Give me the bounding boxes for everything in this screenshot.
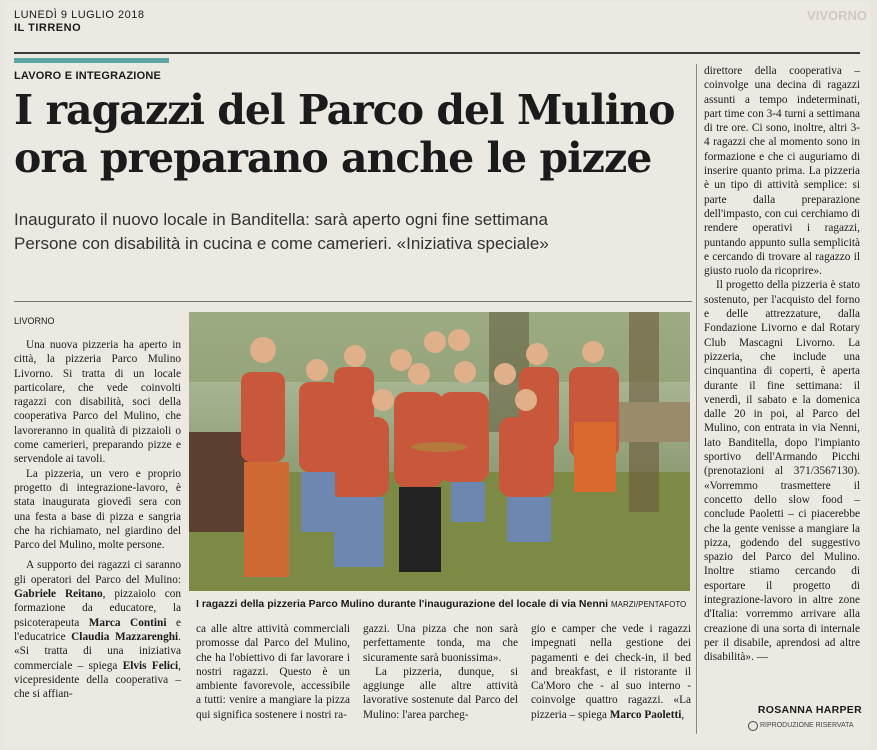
- person-name: Gabriele Reitano: [14, 588, 103, 601]
- top-rule: [14, 52, 860, 54]
- paragraph: [14, 558, 181, 701]
- column-divider: [696, 64, 697, 734]
- author-signature: ROSANNA HARPER: [757, 704, 862, 716]
- photo-caption: [196, 598, 692, 610]
- photo-credit: MARZI/PENTAFOTO: [611, 600, 687, 609]
- rights-notice: RIPRODUZIONE RISERVATA: [760, 722, 854, 729]
- article-column-left: [14, 338, 181, 701]
- paragraph: gazzi. Una pizza che non sarà perfettamente tonda, ma che sicuramente sarà buonissima».: [363, 623, 518, 664]
- text-run: , vicepresidente della cooperativa – che si affian-: [14, 659, 181, 701]
- subtitle: [14, 208, 694, 256]
- person-name: Marco Paoletti: [609, 708, 682, 721]
- person-name: Elvis Felici: [122, 659, 179, 672]
- page-brand: VIVORNO: [807, 8, 867, 23]
- paragraph: ca alle altre attività commerciali promosse dal Parco del Mulino, che ha l'obiettivo di far lavorare i nostri ragazzi. Questo è un ambiente favorevole, accessibile a tutti: venire a mangiare la pizza qui significa sostenere i nostri ra-: [196, 623, 350, 721]
- article-column-bottom-3: [531, 622, 691, 722]
- text-run: ,: [681, 708, 685, 721]
- subtitle-rule: [14, 301, 692, 302]
- article-column-bottom-1: [196, 622, 350, 722]
- headline-line-1: I ragazzi del Parco del Mulino: [14, 86, 675, 134]
- paragraph: La pizzeria, dunque, si aggiunge alle altre attività lavorative sostenute dal Parco del Mulino: l'area parcheg-: [363, 665, 518, 721]
- newspaper-name: IL TIRRENO: [14, 22, 82, 34]
- text-run: , pizzaiolo con formazione da educatore, la psicoterapeuta: [14, 588, 182, 629]
- paragraph: Il progetto della pizzeria è stato sostenuto, per l'acquisto del forno e delle attrezzature, dalla Fondazione Livorno e dal Rotary Club Mascagni Livorno. La pizzeria, che include una cinquantina di coperti, è aperta durante il fine settimana: il venerdì, il sabato e la domenica dalle 20 in poi, al Parco del Mulino, con entrata in via Nenni, lato Banditella, dopo l'impianto sportivo dell'Armando Picchi (prenotazioni al 371/3567130). «Vorremmo trasmettere il concetto dello slow food – conclude Paoletti – ci piacerebbe che la gente venisse a mangiare la pizza, godendo del suggestivo spazio del Parco del Mulino. Inoltre stiamo cercando di esportare il progetto di integrazione-lavoro in altre zone d'Italia: vorremmo arrivare alla creazione di una sorta di internale per il disabile, aprendosi ad altre disabilità». —: [704, 279, 860, 664]
- person-name: Claudia Mazzarenghi: [71, 630, 179, 643]
- paragraph: Una nuova pizzeria ha aperto in città, la pizzeria Parco Mulino Livorno. Si tratta di un locale particolare, che vede coinvolti ragazzi con disabilità, soci della cooperativa Parco del Mulino, che lavoreranno in qualità di pizzaioli o come camerieri, preparando pizze e servendole ai tavoli.: [14, 339, 181, 466]
- article-column-bottom-2: [363, 622, 518, 722]
- paragraph: direttore della cooperativa – coinvolge una decina di ragazzi assunti a tempo indeterminati, part time con 3-4 turni a settimana di tre ore. Ci sono, inoltre, altri 3-4 ragazzi che al momento sono in formazione e che ci auguriamo di inserire quanto prima. La pizzeria è un tipo di attività semplice: si parte dalla preparazione dell'impasto, con cui cerchiamo di rendere operativi i ragazzi, puntando appunto sulla semplicità e cercando di trovare al ragazzo il giusto ruolo da ricoprire».: [704, 65, 860, 278]
- section-label: LAVORO E INTEGRAZIONE: [14, 70, 162, 82]
- group-photo-illustration: [189, 312, 690, 591]
- text-run: gio e camper che vede i ragazzi impegnati nella gestione dei pagamenti e dei check-in, il bed and breakfast, e il ristorante il Ca'Moro che - al suo interno - coinvolge quattro ragazzi. «La pizzeria – spiega: [531, 623, 691, 721]
- text-run: A supporto dei ragazzi ci saranno gli operatori del Parco del Mulino:: [14, 559, 181, 586]
- group-photo: [189, 312, 690, 591]
- caption-text: I ragazzi della pizzeria Parco Mulino durante l'inaugurazione del locale di via Nenni: [196, 598, 609, 610]
- text-run: e l'educatrice: [14, 616, 181, 643]
- dateline: LIVORNO: [14, 316, 55, 326]
- text-run: . «Si tratta di una iniziativa commerciale – spiega: [14, 630, 181, 672]
- issue-date: LUNEDÌ 9 LUGLIO 2018: [14, 9, 145, 21]
- article-column-right: [704, 64, 860, 664]
- headline: [14, 86, 694, 182]
- paragraph: [531, 622, 691, 722]
- headline-line-2: ora preparano anche le pizze: [14, 134, 652, 182]
- paragraph: La pizzeria, un vero e proprio progetto di integrazione-lavoro, è stata inaugurata giovedì sera con una festa a base di pizza e sangria che ha richiamato, nel giardino del Parco del Mulino, molte persone.: [14, 467, 181, 552]
- subtitle-line-2: Persone con disabilità in cucina e come camerieri. «Iniziativa speciale»: [14, 234, 549, 253]
- subtitle-line-1: Inaugurato il nuovo locale in Banditella: sarà aperto ogni fine settimana: [14, 210, 548, 229]
- person-name: Marca Contini: [88, 616, 167, 629]
- section-accent-bar: [14, 58, 169, 63]
- copyright-icon: [748, 721, 758, 731]
